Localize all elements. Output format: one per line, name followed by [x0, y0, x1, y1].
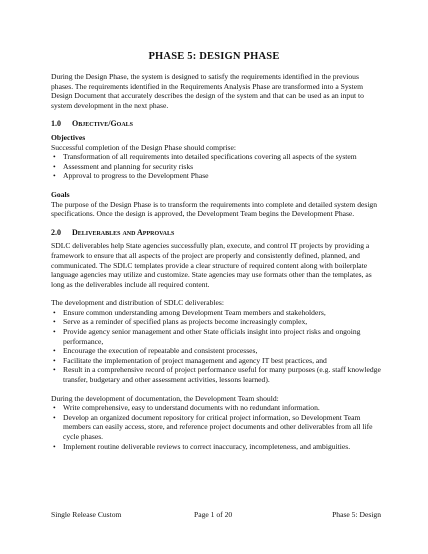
list-item: • Serve as a reminder of specified plans as projects become increasingly complex,: [51, 317, 381, 327]
goals-paragraph: The purpose of the Design Phase is to transform the requirements into complete and detailed system design specifications. Once the design is approved, the Development Team begins the Development Phase.: [51, 199, 378, 219]
page-title: PHASE 5: DESIGN PHASE: [148, 51, 280, 62]
section-2-number: 2.0: [51, 227, 61, 237]
page-footer: [51, 510, 381, 522]
section-2-heading: [51, 228, 381, 238]
section-2-title: Deliverables and Approvals: [72, 227, 175, 237]
documentation-list: [51, 403, 381, 451]
list-item: • Provide agency senior management and other State officials insight into project risks and ongoing performance,: [51, 327, 381, 346]
objectives-heading: Objectives: [51, 132, 86, 142]
goals-heading: Goals: [51, 189, 70, 199]
list-item: • Encourage the execution of repeatable and consistent processes,: [51, 346, 381, 356]
list-item: • Develop an organized document repository for critical project information, so Development Team members can easily access, store, and reference project documents and other deliverables from all life cycle phases.: [51, 413, 381, 442]
list-item: • Facilitate the implementation of project management and agency IT best practices, and: [51, 356, 381, 366]
footer-page-number: Page 1 of 20: [194, 510, 233, 519]
footer-left: Single Release Custom: [51, 510, 122, 519]
objectives-list: [51, 152, 381, 181]
list-item: • Assessment and planning for security risks: [51, 162, 381, 172]
objectives-lead: Successful completion of the Design Phase should comprise:: [51, 142, 236, 152]
list-item: • Write comprehensive, easy to understand documents with no redundant information.: [51, 403, 381, 413]
list-item: • Result in a comprehensive record of project performance useful for many purposes (e.g. staff knowledge transfer, budgetary and other assessment activities, lessons learned).: [51, 365, 381, 384]
deliverables-paragraph: SDLC deliverables help State agencies successfully plan, execute, and control IT projects by providing a framework to ensure that all aspects of the project are properly and consistently defined, planned, and communicated. The SDLC templates provide a clear structure of required content along with boilerplate language agencies may utilize and customize. State agencies may use formats other than the templates, as long as the deliverables include all required content.: [51, 241, 372, 289]
section-1-number: 1.0: [51, 119, 61, 129]
page-body: [51, 72, 381, 451]
footer-right: Phase 5: Design: [332, 510, 381, 519]
section-1-heading: [51, 119, 381, 129]
section-1-title: Objective/Goals: [72, 119, 134, 129]
list-item: • Ensure common understanding among Development Team members and stakeholders,: [51, 308, 381, 318]
documentation-list-lead: During the development of documentation, the Development Team should:: [51, 393, 279, 403]
list-item: • Approval to progress to the Development Phase: [51, 171, 381, 181]
intro-paragraph: During the Design Phase, the system is designed to satisfy the requirements identified in the previous phases. The requirements identified in the Requirements Analysis Phase are transformed into a System Design Document that accurately describes the design of the system and that can be used as an input to system development in the next phase.: [51, 72, 364, 110]
list-item: • Implement routine deliverable reviews to correct inaccuracy, incompleteness, and ambiguities.: [51, 442, 381, 452]
deliverables-list-lead: The development and distribution of SDLC deliverables:: [51, 298, 224, 308]
list-item: • Transformation of all requirements into detailed specifications covering all aspects of the system: [51, 152, 381, 162]
deliverables-list: [51, 308, 381, 385]
